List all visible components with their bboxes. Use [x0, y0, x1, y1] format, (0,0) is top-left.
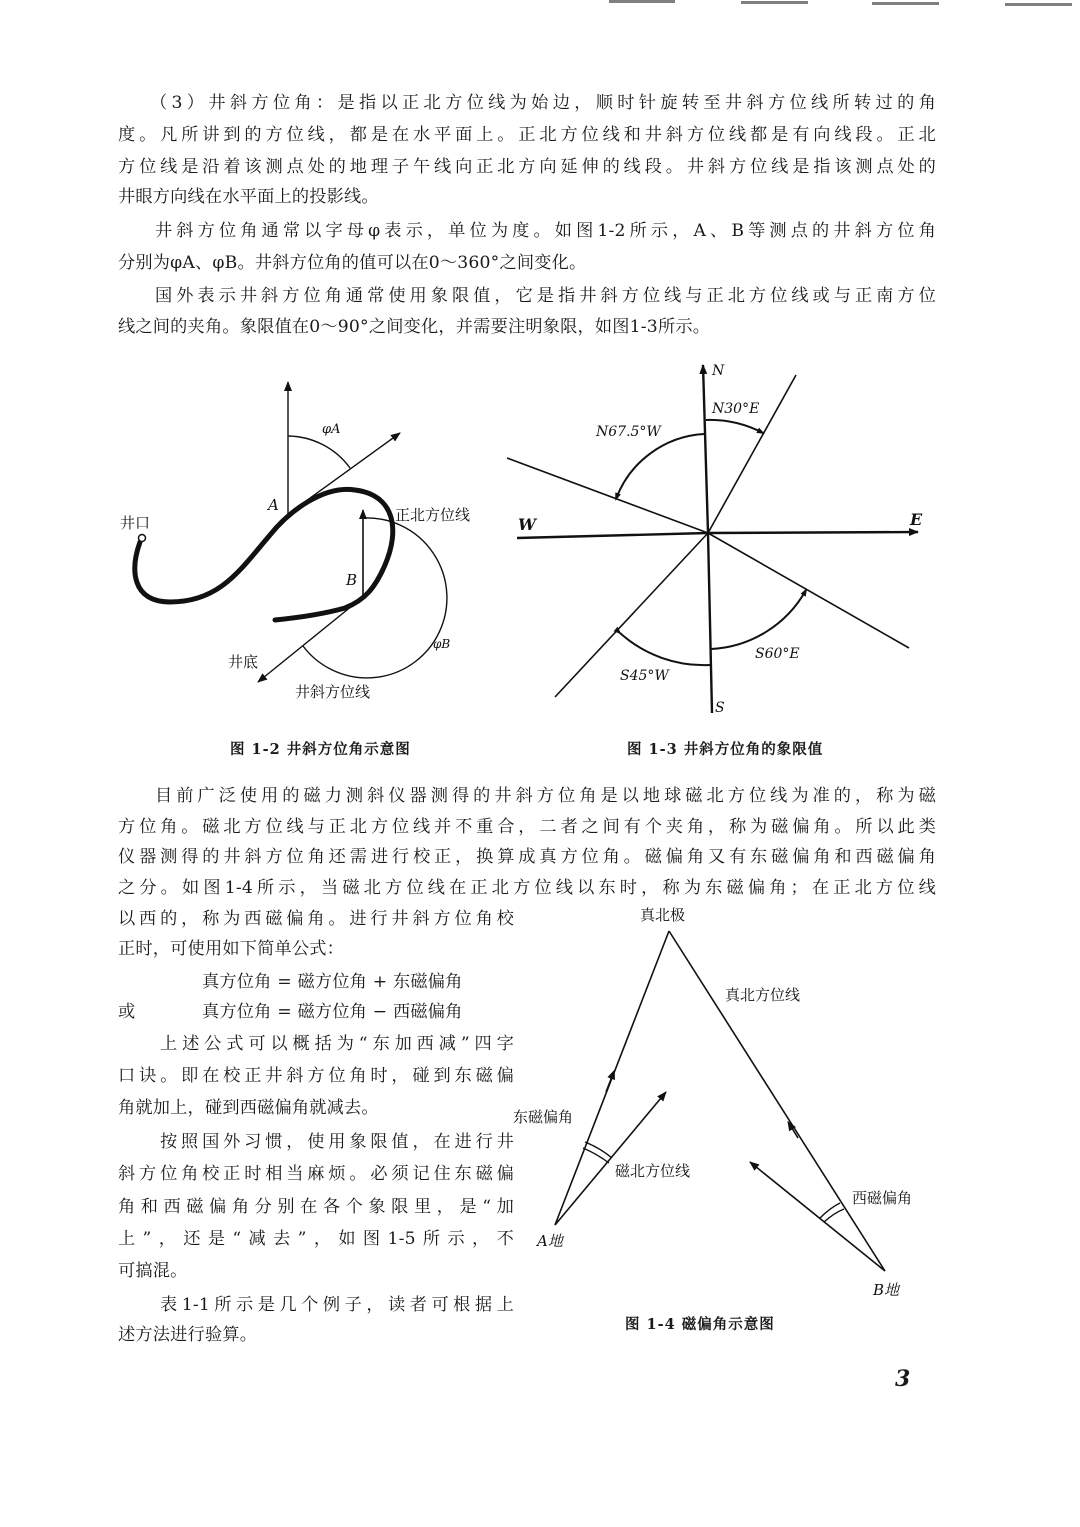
label-S: S	[715, 700, 725, 716]
text-line: 井斜方位角通常以字母φ表示，单位为度。如图1-2所示，A、B等测点的井斜方位角	[155, 221, 936, 241]
text-line: 角和西磁偏角分别在各个象限里，是“加	[118, 1197, 514, 1217]
label-magnetic-north-line: 磁北方位线	[615, 1162, 691, 1180]
text-line: 上述公式可以概括为“东加西减”四字	[160, 1034, 514, 1054]
label-A: A	[268, 496, 279, 514]
text-line: 述方法进行验算。	[118, 1325, 258, 1345]
text-line: 分别为φA、φB。井斜方位角的值可以在0～360°之间变化。	[118, 253, 587, 273]
arc-s45w	[620, 633, 710, 665]
angle-arc-B	[303, 518, 447, 678]
page-number: 3	[895, 1366, 911, 1392]
angle-arc-A	[288, 436, 350, 468]
figure-1-3	[500, 355, 940, 725]
line-n30e	[708, 375, 796, 533]
label-true-pole: 真北极	[640, 906, 686, 924]
text-line: 方位线是沿着该测点处的地理子午线向正北方向延伸的线段。井斜方位线是指该测点处的	[118, 157, 936, 177]
label-true-north-line: 真北方位线	[725, 986, 801, 1004]
label-E: E	[910, 510, 923, 529]
arc-east-declination-2	[583, 1148, 609, 1163]
axis-north-south	[703, 365, 708, 533]
axis-east	[708, 532, 918, 533]
label-west-declination: 西磁偏角	[852, 1189, 913, 1207]
label-W: W	[518, 515, 536, 534]
arc-n30e	[706, 420, 763, 433]
text-line: 表1-1所示是几个例子，读者可根据上	[160, 1295, 514, 1315]
text-line: 正时，可使用如下简单公式：	[118, 939, 345, 959]
text-line: 可搞混。	[118, 1261, 188, 1281]
label-azimuth-line: 井斜方位线	[295, 683, 371, 701]
text-line: 以西的，称为西磁偏角。进行井斜方位角校	[118, 909, 514, 929]
arc-n675w	[616, 434, 704, 499]
line-n675w	[507, 458, 708, 533]
scan-mark	[1005, 3, 1072, 6]
wellhead-marker	[139, 535, 146, 542]
magnetic-north-line-B	[750, 1162, 885, 1271]
text-line: 国外表示井斜方位角通常使用象限值，它是指井斜方位线与正北方位线或与正南方位	[155, 286, 936, 306]
label-n30e: N30°E	[712, 401, 760, 417]
well-trajectory	[135, 489, 393, 620]
scan-mark	[872, 2, 939, 5]
text-line: 斜方位角校正时相当麻烦。必须记住东磁偏	[118, 1164, 514, 1184]
formula-east: 真方位角 = 磁方位角 + 东磁偏角	[202, 972, 463, 992]
text-line: 按照国外习惯，使用象限值，在进行井	[160, 1132, 514, 1152]
figure-1-2	[110, 370, 500, 715]
label-N: N	[712, 363, 725, 379]
axis-west	[517, 533, 708, 538]
figure-1-2-caption: 图 1-2 井斜方位角示意图	[230, 741, 411, 758]
label-phi-B: φB	[433, 637, 451, 651]
text-line: 口诀。即在校正井斜方位角时，碰到东磁偏	[118, 1066, 514, 1086]
arc-s60e	[711, 590, 806, 649]
formula-west: 真方位角 = 磁方位角 − 西磁偏角	[202, 1002, 463, 1022]
text-line: 上”，还是“减去”，如图1-5所示，不	[118, 1229, 514, 1249]
text-line: 线之间的夹角。象限值在0～90°之间变化，并需要注明象限，如图1-3所示。	[118, 317, 711, 337]
label-place-B: B地	[873, 1281, 900, 1299]
text-line: 之分。如图1-4所示，当磁北方位线在正北方位线以东时，称为东磁偏角；在正北方位线	[118, 878, 936, 898]
label-B: B	[346, 571, 358, 589]
axis-south	[708, 533, 712, 713]
label-place-A: A地	[537, 1232, 563, 1250]
label-phi-A: φA	[322, 422, 341, 437]
label-s45w: S45°W	[620, 668, 669, 684]
label-well-bottom: 井底	[228, 653, 259, 671]
scan-mark	[741, 1, 808, 4]
scan-mark	[609, 0, 675, 3]
true-north-line-B	[669, 931, 885, 1271]
formula-or: 或	[118, 1002, 136, 1022]
label-s60e: S60°E	[755, 646, 800, 662]
azimuth-line-B	[258, 597, 363, 682]
figure-1-3-caption: 图 1-3 井斜方位角的象限值	[627, 741, 824, 758]
text-line: 度。凡所讲到的方位线，都是在水平面上。正北方位线和井斜方位线都是有向线段。正北	[118, 125, 936, 145]
arc-west-declination	[820, 1203, 840, 1218]
label-north-line: 正北方位线	[395, 506, 471, 524]
label-n675w: N67.5°W	[596, 424, 661, 440]
text-line: 井眼方向线在水平面上的投影线。	[118, 187, 379, 207]
text-line: 方位角。磁北方位线与正北方位线并不重合，二者之间有个夹角，称为磁偏角。所以此类	[118, 817, 936, 837]
text-line: （3）井斜方位角：是指以正北方位线为始边，顺时针旋转至井斜方位线所转过的角	[150, 93, 936, 113]
line-s60e	[708, 533, 909, 648]
text-line: 角就加上，碰到西磁偏角就减去。	[118, 1098, 379, 1118]
text-line: 仪器测得的井斜方位角还需进行校正，换算成真方位角。磁偏角又有东磁偏角和西磁偏角	[118, 847, 936, 867]
label-wellhead: 井口	[120, 514, 151, 532]
text-line: 目前广泛使用的磁力测斜仪器测得的井斜方位角是以地球磁北方位线为准的，称为磁	[155, 786, 936, 806]
figure-1-4-caption: 图 1-4 磁偏角示意图	[625, 1316, 775, 1333]
label-east-declination: 东磁偏角	[513, 1108, 574, 1126]
figure-1-4	[500, 900, 940, 1300]
